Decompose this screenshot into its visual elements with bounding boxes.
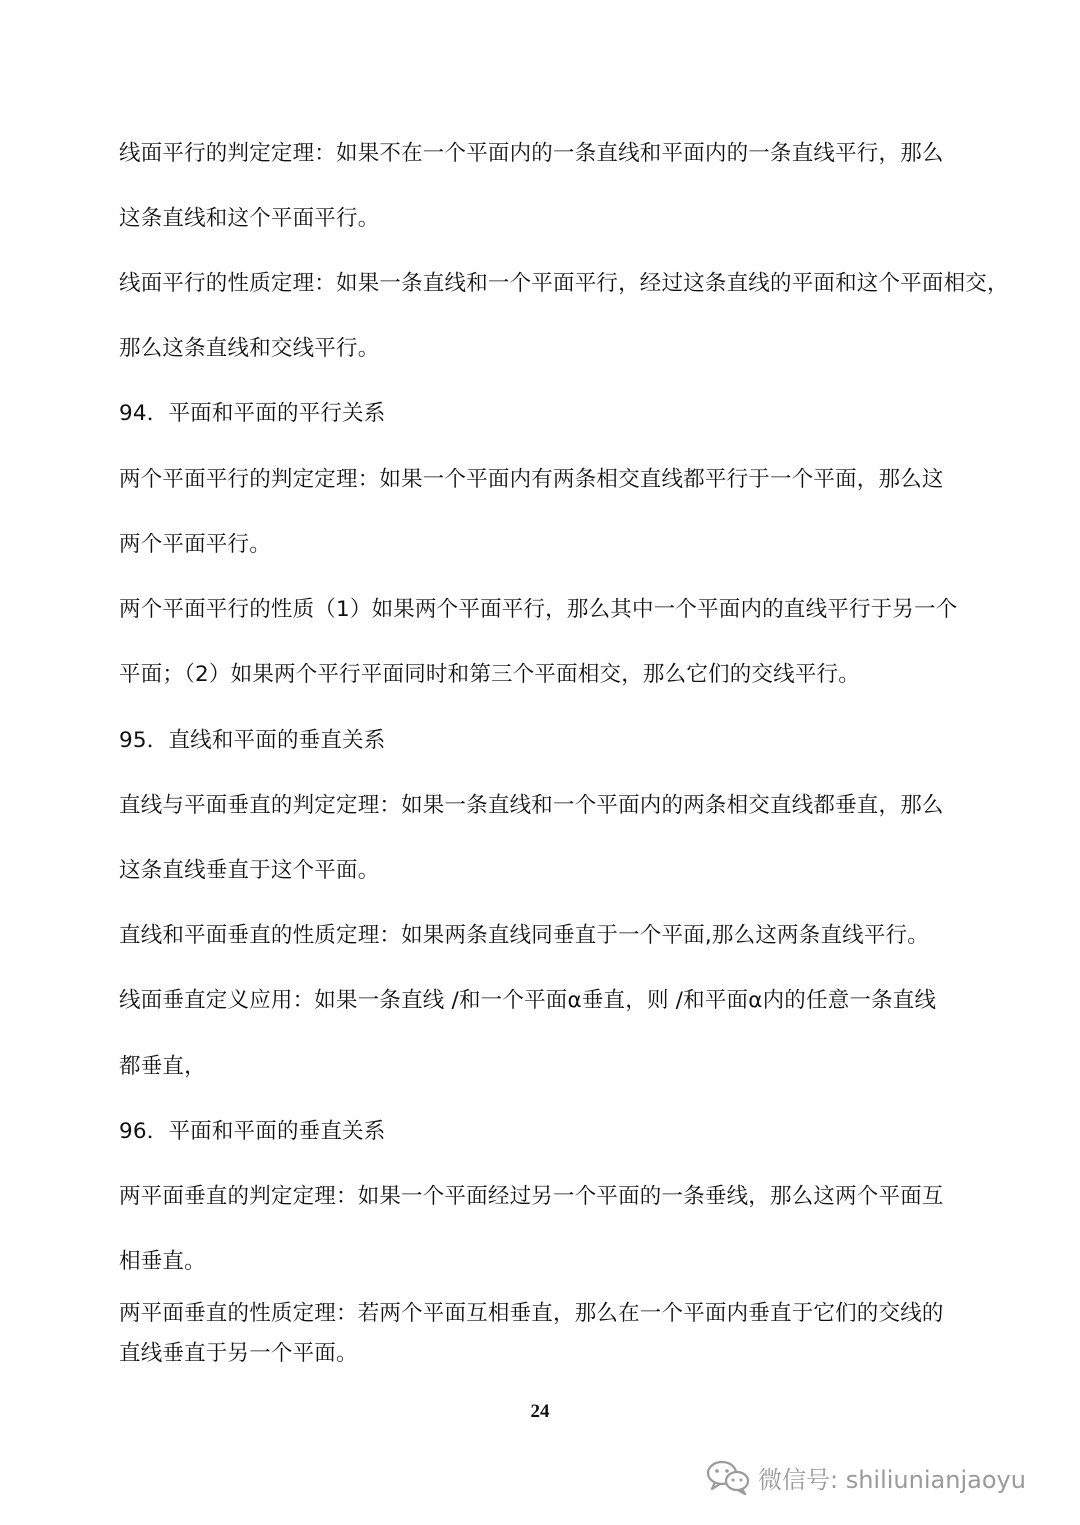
- text-line: 两个平面平行的判定定理：如果一个平面内有两条相交直线都平行于一个平面，那么这: [119, 467, 944, 492]
- text-line: 这条直线垂直于这个平面。: [119, 858, 380, 883]
- section-heading: 95．直线和平面的垂直关系: [119, 728, 386, 753]
- page-number: 24: [530, 1401, 550, 1422]
- text-line: 两个平面平行。: [119, 532, 271, 557]
- text-line: 两平面垂直的判定定理：如果一个平面经过另一个平面的一条垂线，那么这两个平面互: [119, 1184, 944, 1209]
- watermark-text: 微信号: shiliunianjaoyu: [758, 1465, 1026, 1494]
- wechat-icon: [706, 1459, 750, 1495]
- text-line: 这条直线和这个平面平行。: [119, 206, 380, 231]
- text-line: 线面平行的性质定理：如果一条直线和一个平面平行，经过这条直线的平面和这个平面相交，: [119, 271, 1009, 296]
- text-line: 直线垂直于另一个平面。: [119, 1341, 358, 1366]
- text-line: 直线与平面垂直的判定定理：如果一条直线和一个平面内的两条相交直线都垂直，那么: [119, 793, 944, 818]
- text-line: 两平面垂直的性质定理：若两个平面互相垂直，那么在一个平面内垂直于它们的交线的: [119, 1301, 944, 1326]
- text-line: 平面；（2）如果两个平行平面同时和第三个平面相交，那么它们的交线平行。: [119, 662, 860, 687]
- text-line: 那么这条直线和交线平行。: [119, 336, 380, 361]
- text-line: 相垂直。: [119, 1249, 206, 1274]
- watermark: [706, 1459, 1026, 1495]
- text-line: 线面平行的判定定理：如果不在一个平面内的一条直线和平面内的一条直线平行，那么: [119, 141, 944, 166]
- text-line: 都垂直，: [119, 1054, 206, 1079]
- text-line: 两个平面平行的性质（1）如果两个平面平行，那么其中一个平面内的直线平行于另一个: [119, 597, 958, 622]
- text-line: 直线和平面垂直的性质定理：如果两条直线同垂直于一个平面,那么这两条直线平行。: [119, 923, 929, 948]
- text-line: 线面垂直定义应用：如果一条直线 /和一个平面α垂直，则 /和平面α内的任意一条直线: [119, 988, 937, 1013]
- section-heading: 96．平面和平面的垂直关系: [119, 1119, 386, 1144]
- section-heading: 94．平面和平面的平行关系: [119, 401, 386, 426]
